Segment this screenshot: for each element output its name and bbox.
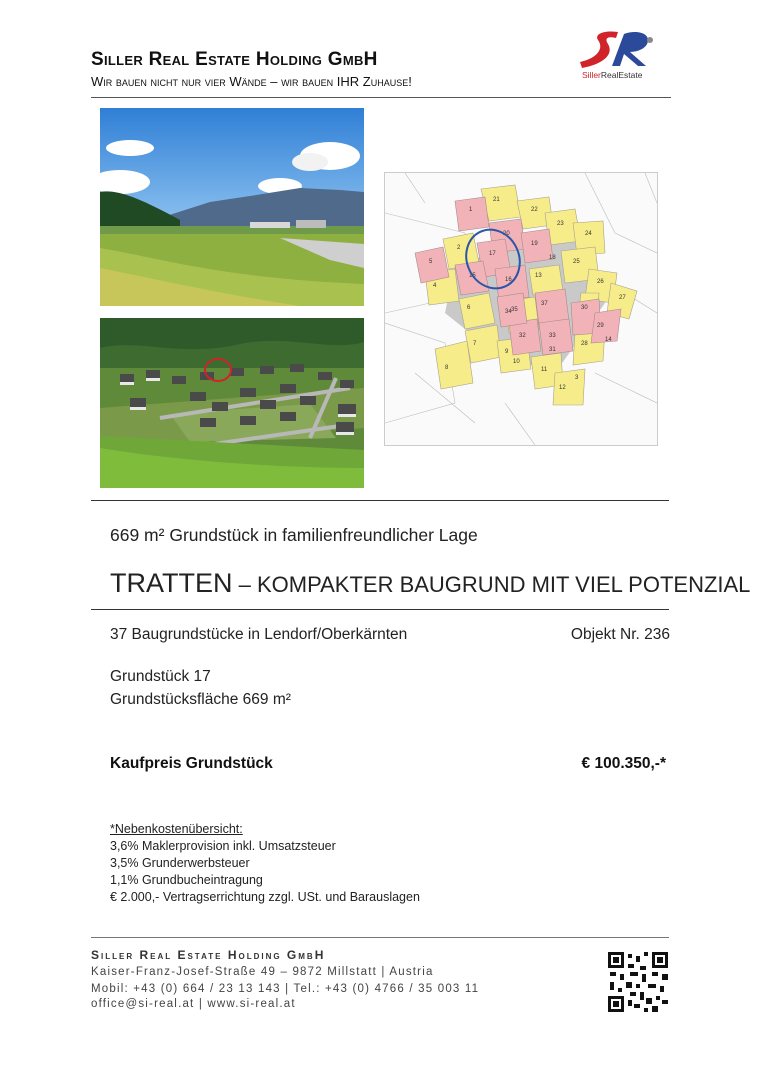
plot-area: Grundstücksfläche 669 m² [110, 691, 291, 708]
svg-text:32: 32 [519, 333, 526, 339]
svg-text:13: 13 [535, 273, 542, 279]
section-divider-title [91, 609, 669, 610]
cost-item: 3,5% Grunderwerbsteuer [110, 856, 250, 870]
svg-text:3: 3 [575, 375, 579, 381]
svg-text:1: 1 [469, 207, 473, 213]
section-divider-top [91, 500, 669, 501]
svg-text:30: 30 [581, 305, 588, 311]
svg-text:31: 31 [549, 347, 556, 353]
plot-number: Grundstück 17 [110, 668, 211, 685]
svg-text:18: 18 [549, 255, 556, 261]
costs-title: *Nebenkostenübersicht: [110, 822, 243, 836]
additional-costs [110, 821, 420, 906]
svg-text:35: 35 [511, 307, 518, 313]
listing-headline: 669 m² Grundstück in familienfreundlicher Lage [110, 525, 478, 545]
svg-text:6: 6 [467, 305, 471, 311]
footer-divider [91, 937, 669, 938]
qr-code-icon [608, 952, 668, 1012]
listing-title-rest: – KOMPAKTER BAUGRUND MIT VIEL POTENZIAL [232, 572, 751, 597]
logo-mark-icon [568, 28, 672, 72]
header-divider [91, 97, 671, 98]
company-tagline: Wir bauen nicht nur vier Wände – wir bauen IHR Zuhause! [91, 74, 412, 89]
svg-text:33: 33 [549, 333, 556, 339]
aerial-photo [100, 318, 364, 488]
svg-text:11: 11 [541, 367, 548, 373]
price-value: € 100.350,-* [581, 755, 666, 772]
svg-text:12: 12 [559, 385, 566, 391]
svg-text:15: 15 [469, 273, 476, 279]
company-logo [568, 28, 672, 84]
svg-text:37: 37 [541, 301, 548, 307]
svg-text:7: 7 [473, 341, 477, 347]
company-title: Siller Real Estate Holding GmbH [91, 49, 378, 70]
svg-text:23: 23 [557, 221, 564, 227]
svg-text:4: 4 [433, 283, 437, 289]
svg-text:14: 14 [605, 337, 612, 343]
listing-title [110, 568, 750, 599]
svg-text:29: 29 [597, 323, 604, 329]
site-plan [384, 172, 658, 446]
svg-text:16: 16 [505, 277, 512, 283]
svg-text:19: 19 [531, 241, 538, 247]
price-label: Kaufpreis Grundstück [110, 755, 273, 772]
svg-text:8: 8 [445, 365, 449, 371]
logo-text: SillerRealEstate [582, 70, 643, 80]
svg-text:28: 28 [581, 341, 588, 347]
svg-text:20: 20 [503, 231, 510, 237]
svg-text:10: 10 [513, 359, 520, 365]
svg-text:34: 34 [505, 309, 512, 315]
footer-web: office@si-real.at | www.si-real.at [91, 998, 296, 1010]
svg-text:9: 9 [505, 349, 509, 355]
object-number: Objekt Nr. 236 [570, 626, 670, 643]
cost-item: 3,6% Maklerprovision inkl. Umsatzsteuer [110, 839, 336, 853]
svg-text:24: 24 [585, 231, 592, 237]
svg-text:27: 27 [619, 295, 626, 301]
svg-text:26: 26 [597, 279, 604, 285]
svg-text:22: 22 [531, 207, 538, 213]
landscape-photo [100, 108, 364, 306]
cost-item: 1,1% Grundbucheintragung [110, 873, 263, 887]
footer-company: Siller Real Estate Holding GmbH [91, 948, 326, 962]
svg-text:5: 5 [429, 259, 433, 265]
footer-address: Kaiser-Franz-Josef-Straße 49 – 9872 Millstatt | Austria [91, 966, 434, 978]
svg-text:2: 2 [457, 245, 461, 251]
svg-text:25: 25 [573, 259, 580, 265]
plots-info: 37 Baugrundstücke in Lendorf/Oberkärnten [110, 626, 408, 643]
listing-title-main: TRATTEN [110, 568, 233, 598]
svg-text:21: 21 [493, 197, 500, 203]
cost-item: € 2.000,- Vertragserrichtung zzgl. USt. und Barauslagen [110, 890, 420, 904]
svg-text:17: 17 [489, 251, 496, 257]
footer-phones: Mobil: +43 (0) 664 / 23 13 143 | Tel.: +43 (0) 4766 / 35 003 11 [91, 983, 480, 995]
